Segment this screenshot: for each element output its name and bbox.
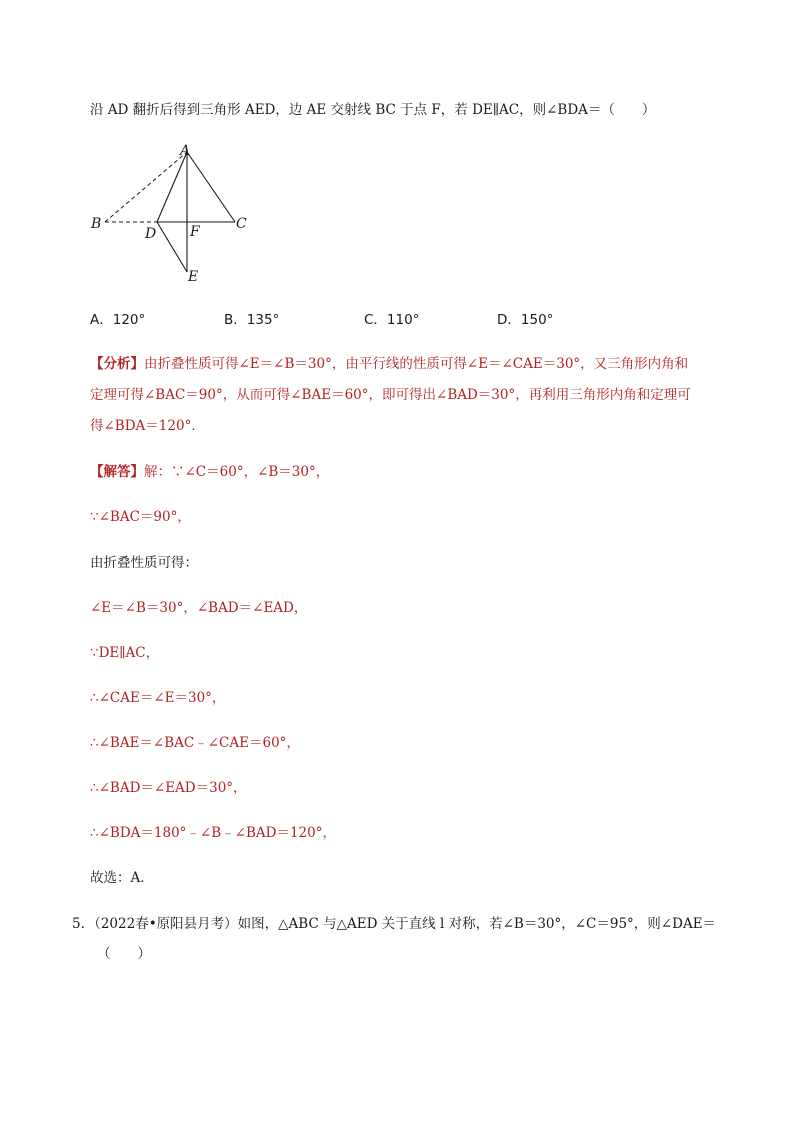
solution-tag: 【解答】	[90, 464, 144, 480]
solution-line-2: ∵∠BAC＝90°，	[90, 509, 191, 525]
label-E: E	[188, 269, 199, 285]
segment-DE	[157, 222, 187, 272]
solution-line-4: ∠E＝∠B＝30°，∠BAD＝∠EAD，	[90, 600, 308, 616]
solution-line-6: ∴∠CAE＝∠E＝30°，	[90, 690, 226, 706]
segment-AC	[187, 152, 235, 222]
analysis-line-2: 定理可得∠BAC＝90°，从而可得∠BAE＝60°，即可得出∠BAD＝30°，再利用三角形内角和定理可	[90, 387, 691, 403]
triangle-figure	[85, 140, 265, 285]
question-5-stem: 5．（2022春•原阳县月考）如图，△ABC 与△AED 关于直线 l 对称，若∠B＝30°，∠C＝95°，则∠DAE＝	[72, 916, 717, 932]
analysis-line-3: 得∠BDA＝120°．	[90, 418, 205, 434]
label-D: D	[145, 226, 157, 242]
solution-line-5: ∵DE∥AC，	[90, 645, 160, 661]
segment-BA-dashed	[105, 152, 187, 222]
option-a: A．120°	[90, 312, 146, 328]
option-c: C．110°	[364, 312, 420, 328]
question-5-bracket: （ ）	[97, 946, 151, 962]
label-C: C	[236, 216, 247, 232]
label-A: A	[180, 143, 191, 159]
question-4-stem: 沿 AD 翻折后得到三角形 AED，边 AE 交射线 BC 于点 F，若 DE∥AC，则∠BDA＝（ ）	[90, 102, 656, 118]
solution-line-3: 由折叠性质可得：	[90, 555, 198, 571]
solution-line-8: ∴∠BAD＝∠EAD＝30°，	[90, 780, 247, 796]
analysis-line-1	[90, 354, 688, 374]
label-F: F	[190, 224, 200, 240]
option-b: B．135°	[224, 312, 280, 328]
analysis-text-1: 由折叠性质可得∠E＝∠B＝30°，由平行线的性质可得∠E＝∠CAE＝30°，又三角形内角和	[144, 356, 689, 372]
solution-line-7: ∴∠BAE＝∠BAC﹣∠CAE＝60°，	[90, 735, 300, 751]
solution-text-1: 解：∵∠C＝60°，∠B＝30°，	[144, 464, 330, 480]
solution-line-10: 故选：A．	[90, 870, 154, 886]
option-d: D．150°	[497, 312, 554, 328]
solution-line-1	[90, 462, 329, 482]
segment-AD	[157, 152, 187, 222]
solution-line-9: ∴∠BDA＝180°﹣∠B﹣∠BAD＝120°，	[90, 825, 336, 841]
analysis-tag: 【分析】	[90, 356, 144, 372]
label-B: B	[91, 216, 102, 232]
